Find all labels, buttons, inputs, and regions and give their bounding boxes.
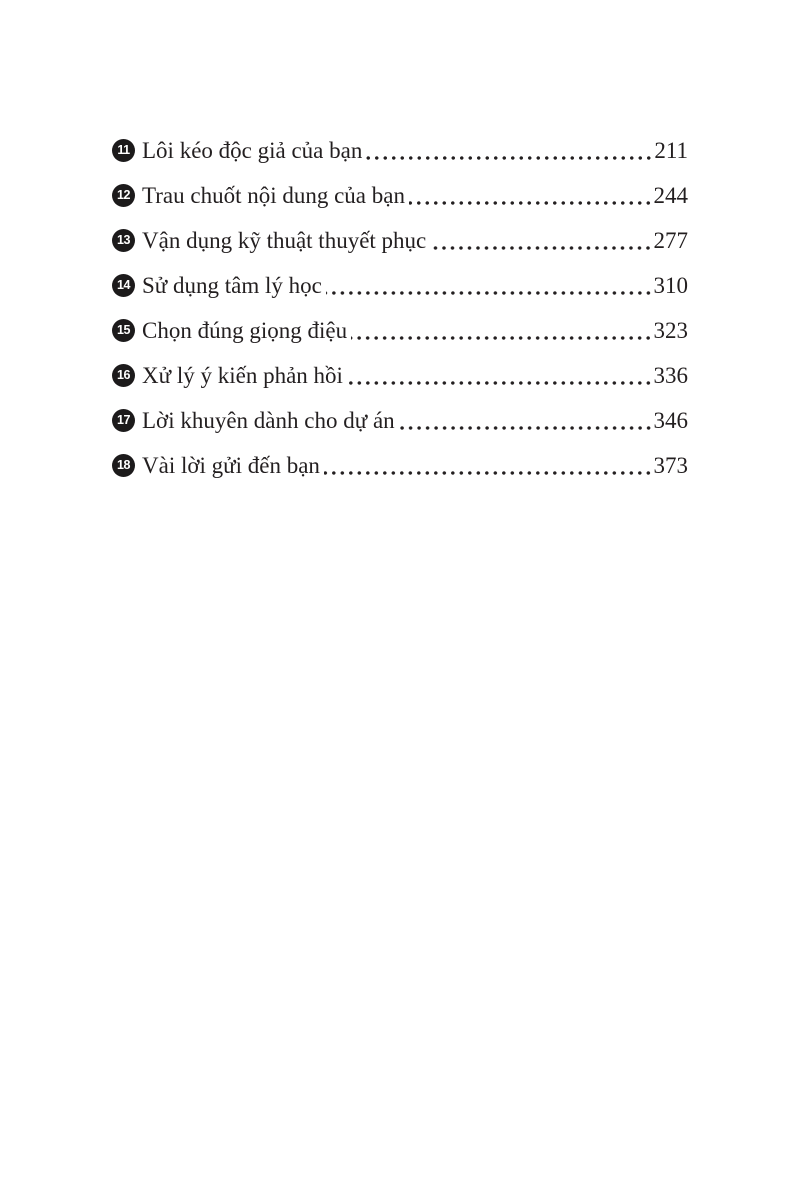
chapter-number-badge: 16: [112, 364, 135, 387]
chapter-title: Trau chuốt nội dung của bạn: [142, 183, 405, 208]
dot-leader: [399, 426, 653, 430]
chapter-page-number: 244: [653, 183, 688, 208]
chapter-title: Lôi kéo độc giả của bạn: [142, 138, 363, 163]
chapter-title: Sử dụng tâm lý học: [142, 273, 322, 298]
dot-leader: [366, 156, 653, 160]
chapter-page-number: 211: [654, 138, 688, 163]
toc-entry: [112, 173, 688, 218]
toc-list: [112, 128, 688, 488]
chapter-number-badge: 15: [112, 319, 135, 342]
chapter-title: Vài lời gửi đến bạn: [142, 453, 320, 478]
dot-leader: [351, 336, 652, 340]
chapter-title: Chọn đúng giọng điệu: [142, 318, 348, 343]
dot-leader: [409, 201, 653, 205]
chapter-number-badge: 18: [112, 454, 135, 477]
chapter-page-number: 277: [653, 228, 688, 253]
toc-entry: [112, 263, 688, 308]
dot-leader: [326, 291, 653, 295]
toc-entry: [112, 398, 688, 443]
chapter-title: Vận dụng kỹ thuật thuyết phục: [142, 228, 427, 253]
chapter-number-badge: 11: [112, 139, 135, 162]
chapter-number-badge: 17: [112, 409, 135, 432]
toc-entry: [112, 128, 688, 173]
chapter-number-badge: 13: [112, 229, 135, 252]
dot-leader: [347, 381, 653, 385]
chapter-page-number: 310: [653, 273, 688, 298]
chapter-title: Xử lý ý kiến phản hồi: [142, 363, 343, 388]
chapter-title: Lời khuyên dành cho dự án: [142, 408, 395, 433]
toc-entry: [112, 218, 688, 263]
chapter-page-number: 346: [653, 408, 688, 433]
toc-entry: [112, 353, 688, 398]
chapter-number-badge: 12: [112, 184, 135, 207]
chapter-number-badge: 14: [112, 274, 135, 297]
chapter-page-number: 373: [653, 453, 688, 478]
chapter-page-number: 323: [653, 318, 688, 343]
dot-leader: [430, 246, 652, 250]
dot-leader: [324, 471, 653, 475]
toc-entry: [112, 443, 688, 488]
toc-entry: [112, 308, 688, 353]
chapter-page-number: 336: [653, 363, 688, 388]
